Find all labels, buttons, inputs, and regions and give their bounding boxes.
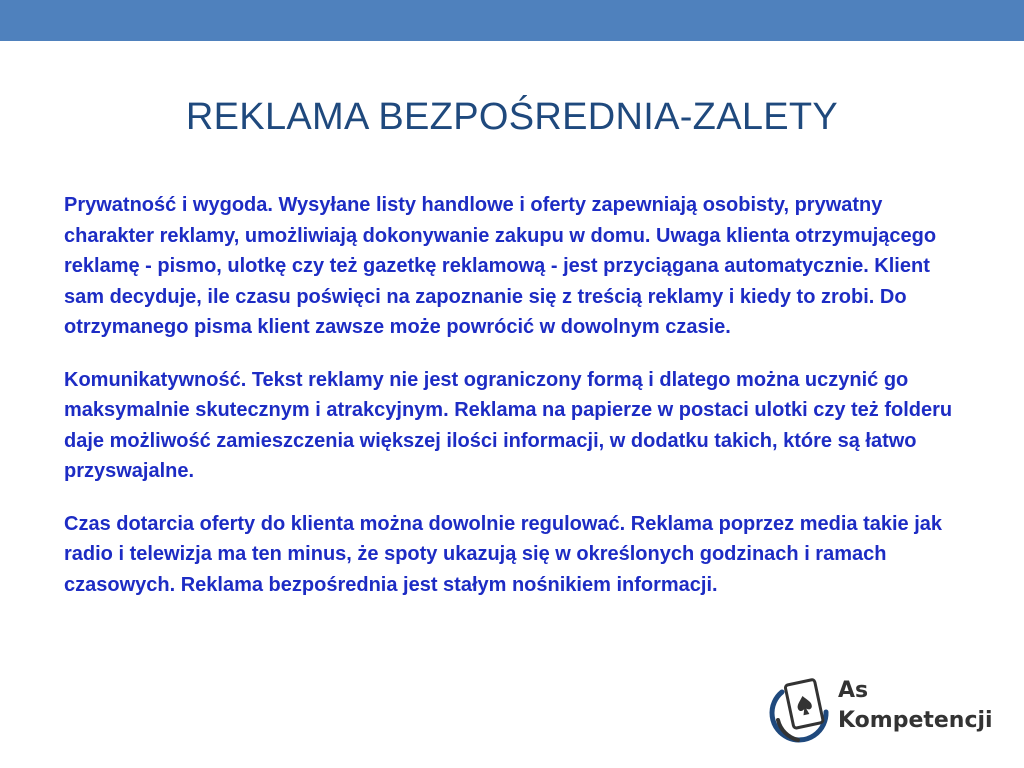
slide-content bbox=[64, 190, 964, 622]
top-accent-bar bbox=[0, 0, 1024, 41]
card-spade-icon bbox=[768, 668, 834, 748]
logo-text-line2: Kompetencji bbox=[838, 708, 993, 733]
paragraph-privacy: Prywatność i wygoda. Wysyłane listy handlowe i oferty zapewniają osobisty, prywatny charakter reklamy, umożliwiają dokonywanie zakupu w domu. Uwaga klienta otrzymującego reklamę - pismo, ulotkę czy też gazetkę reklamową - jest przyciągana automatycznie. Klient sam decyduje, ile czasu poświęci na zapoznanie się z treścią reklamy i kiedy to zrobi. Do otrzymanego pisma klient zawsze może powrócić w dowolnym czasie. bbox=[64, 194, 937, 338]
slide-title: REKLAMA BEZPOŚREDNIA-ZALETY bbox=[185, 96, 839, 138]
paragraph-communicativeness: Komunikatywność. Tekst reklamy nie jest ograniczony formą i dlatego można uczynić go maksymalnie skutecznym i atrakcyjnym. Reklama na papierze w postaci ulotki czy też folderu daje możliwość zamieszczenia większej ilości informacji, w dodatku takich, które są łatwo przyswajalne. bbox=[64, 368, 953, 482]
logo-text-line1: As bbox=[838, 678, 869, 703]
as-kompetencji-logo bbox=[768, 668, 998, 748]
paragraph-delivery-time: Czas dotarcia oferty do klienta można dowolnie regulować. Reklama poprzez media takie jak radio i telewizja ma ten minus, że spoty ukazują się w określonych godzinach i ramach czasowych. Reklama bezpośrednia jest stałym nośnikiem informacji. bbox=[64, 512, 943, 596]
